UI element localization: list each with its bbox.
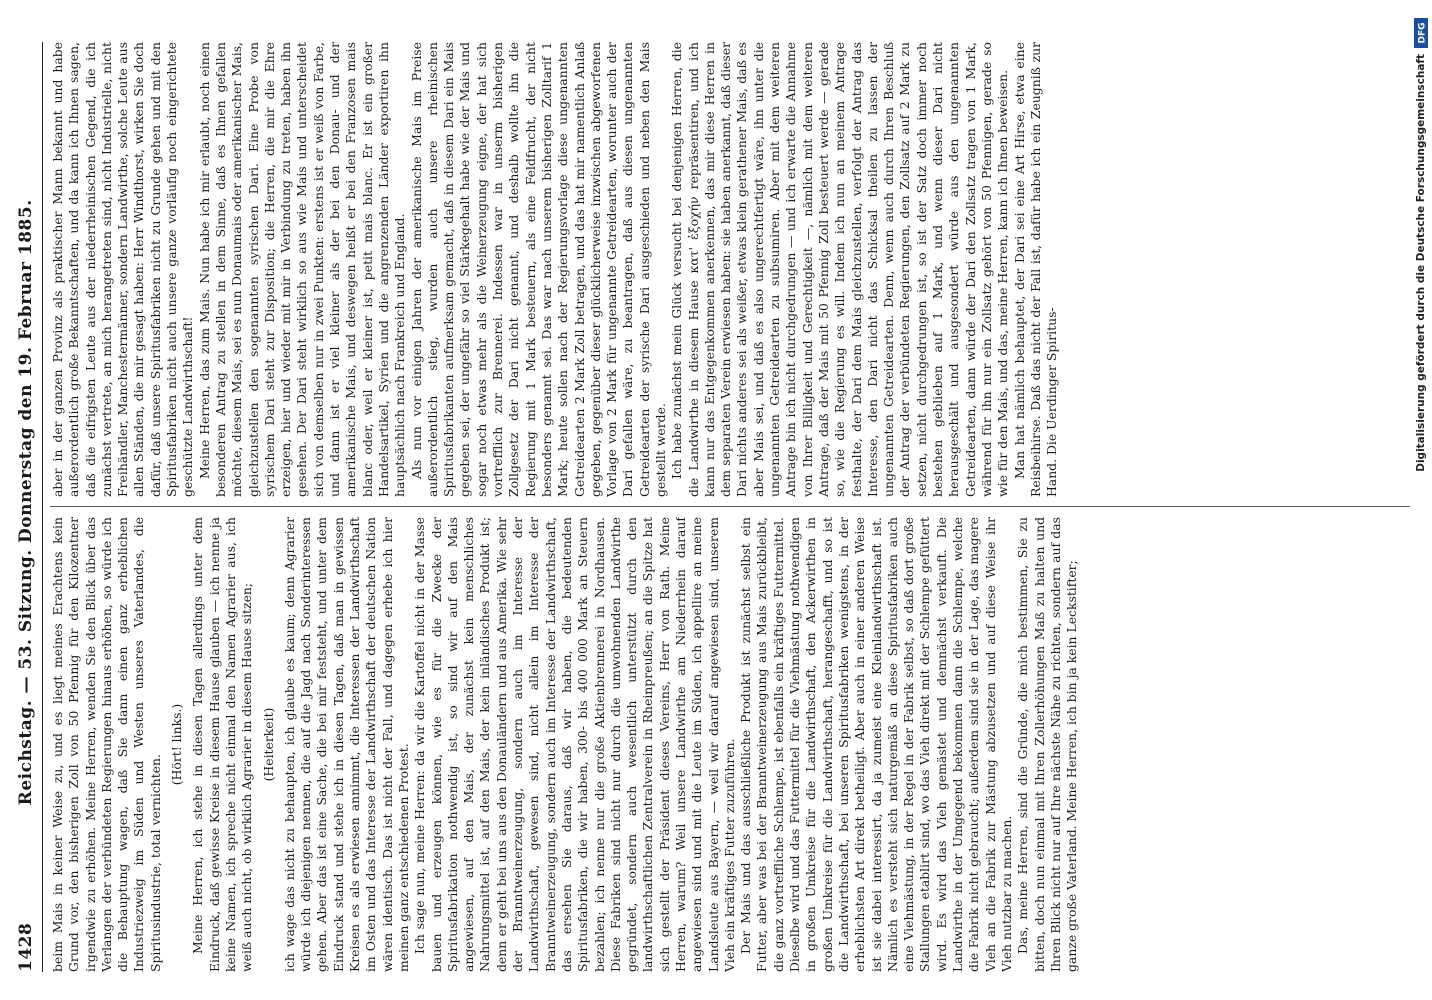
page-header bbox=[12, 42, 40, 972]
page-number: 1428 bbox=[16, 922, 36, 972]
left-column bbox=[50, 517, 1410, 972]
paragraph: Ich habe zunächst mein Glück versucht bei denjenigen Herren, die die Landwirthe in diesem Hause κατ' ἐξοχήν repräsentiren, und ich kann nur das Entgegenkommen anerkennen, das mir diese Herren in dem separaten Verein erwiesen haben: sie haben anerkannt, daß dieser Dari nichts anderes sei als weißer, etwas klein gerathener Mais, daß es aber Mais sei, und daß es also ungerechtfertigt wäre, ihn unter die ungenannten Getreidearten zu subsumiren. Aber mit dem weiteren Antrage bin ich nicht durchgedrungen — und ich erwarte die Annahme von Ihrer Billigkeit und Gerechtigkeit —, nämlich mit dem weiteren Antrage, daß der Mais mit 50 Pfennig Zoll besteuert werde — gerade so, wie die Regierung es will. Indem ich nun an meinem Antrage festhalte, der Dari dem Mais gleichzustellen, verfolgt der Antrag das Interesse, den Dari nicht das Schicksal theilen zu lassen der ungenannten Getreidearten. Denn, wenn auch durch Ihren Beschluß der Antrag der verbündeten Regierungen, den Zollsatz auf 2 Mark zu setzen, nicht durchgedrungen ist, so ist der Satz doch immer noch bestehen geblieben auf 1 Mark, und wenn dieser Dari nicht herausgeschält und ausgesondert würde aus den ungenannten Getreidearten, dann würde der Dari den Zollsatz tragen von 1 Mark, während für ihn nur ein Zollsatz gehört von 50 Pfennigen, gerade so wie für den Mais, und das, meine Herren, kann ich Ihnen beweisen. bbox=[669, 42, 1011, 497]
interjection: (Hört! links.) bbox=[169, 703, 185, 786]
column-divider bbox=[50, 506, 1410, 507]
dfg-logo-icon bbox=[1414, 18, 1428, 48]
paragraph: Der Mais und das ausschließliche Produkt ist zunächst selbst ein Futter, aber was bei der Branntweinerzeugung aus Mais zurückbleibt, die ganz vortreffliche Schlempe, ist ebenfalls ein kräftiges Futtermittel. Dieselbe wird und das Futtermittel für die Viehmästung nothwendigen in großen Umkreise für die Landwirthschaft, den Ackerwirthen in großen Umkreise für die Landwirthschaft, herangeschafft, und so ist die Landwirthschaft, bei unseren Spiritusfabriken wenigstens, in der erheblichsten Art direkt betheiligt. Aber auch in einer anderen Weise ist sie dabei interessirt, da ja zumeist eine Kleinlandwirthschaft ist. Nämlich es versteht sich naturgemäß an diese Spiritusfabriken auch eine Viehmästung, in der Regel in der Fabrik selbst, so daß dort große Stallungen etablirt sind, wo das Vieh direkt mit der Schlempe gefüttert wird. Es wird das Vieh gemästet und demnächst verkauft. Die Landwirthe in der Umgegend bekommen dann die Schlempe, welche die Fabrik nicht gebraucht; außerdem sind sie in der Lage, das magere Vieh an die Fabrik zur Mästung abzusetzen und auf diese Weise ihr Vieh nutzbar zu machen. bbox=[738, 517, 1014, 972]
paragraph: Meine Herren, das zum Mais. Nun habe ich mir erlaubt, noch einen besonderen Antrag zu stellen in dem Sinne, daß es Ihnen gefallen möchte, diesem Mais, sei es nun Donaumais oder amerikanischer Mais, gleichzustellen den sogenannten syrischen Dari. Eine Probe von syrischem Dari steht zur Disposition; die Herren, die mir die Ehre erzeigen, hier und wieder mit mir in Verbindung zu treten, haben ihn gesehen. Der Dari steht wirklich so aus wie Mais und unterscheidet sich von demselben nur in zwei Punkten: erstens ist er weiß von Farbe, und dann ist er viel kleiner als der bei den Donau- und der amerikanische Mais, und deswegen heißt er bei den Franzosen mais blanc oder, weil er kleiner ist, petit mais blanc. Er ist ein großer Handelsartikel, Syrien und die angrenzenden Länder exportiren ihn hauptsächlich nach Frankreich und England. bbox=[196, 42, 408, 497]
paragraph: beim Mais in keiner Weise zu, und es liegt meines Erachtens kein Grund vor, den bisherigen Zoll von 50 Pfennig für den Kilozentner irgendwie zu erhöhen. Meine Herren, wenden Sie den Blick über das Verlangen der verbündeten Regierungen hinaus erhöhen, so würde ich die Behauptung wagen, daß Sie dann einen ganz erheblichen Industriezweig im Süden und Westen unseres Vaterlandes, die Spiritusindustrie, total vernichten. bbox=[50, 517, 163, 972]
running-title: Reichstag. — 53. Sitzung. Donnerstag den 19. Februar 1885. bbox=[16, 199, 36, 806]
interjection: (Heiterkeit) bbox=[260, 707, 276, 782]
digitization-credit bbox=[1412, 0, 1430, 1000]
paragraph: Das, meine Herren, sind die Gründe, die mich bestimmen, Sie zu bitten, doch nun einmal mit Ihren Zollerhöhungen Maß zu halten und Ihren Blick nicht nur auf Ihre nächste Nähe zu richten, sondern auf das ganze große Vaterland. Meine Herren, ich bin ja kein Leckstifter; bbox=[1015, 517, 1080, 972]
paragraph: ich wage das nicht zu behaupten, ich glaube es kaum; denn Agrarier würde ich diejenigen nennen, die auf die Jagd nach Sonderinteressen gehen. Aber das ist eine Sache, die bei mir feststeht, und unter dem Eindruck stand und stehe ich in diesen Tagen, daß man in gewissen Kreisen es als erwiesen annimmt, die Interessen der Landwirthschaft im Osten und das Interesse der Landwirthschaft der deutschen Nation wären identisch. Das ist nicht der Fall, und dagegen erhebe ich hier meinen ganz entschiedenen Protest. bbox=[281, 517, 411, 972]
header-rule bbox=[42, 42, 43, 972]
right-column bbox=[50, 42, 1410, 497]
paragraph: Ich sage nun, meine Herren: da wir die Kartoffel nicht in der Masse bauen und erzeugen können, wie es für die Zwecke der Spiritusfabrikation nothwendig ist, so sind wir auf den Mais angewiesen, auf den Mais, der zunächst kein menschliches Nahrungsmittel ist, auf den Mais, der kein inländisches Produkt ist; denn er geht bei uns aus den Donauländern und aus Amerika. Wie sehr der Branntweinerzeugung, sondern auch im Interesse der Landwirthschaft, gewesen sind, nicht allein im Interesse der Branntweinerzeugung, sondern auch im Interesse der Landwirthschaft, das ersehen Sie daraus, daß wir haben, die bedeutenden Spiritusfabriken, die wir haben, 300- bis 400 000 Mark an Steuern bezahlen; ich nenne nur die große Aktienbrennerei in Nordhausen. Diese Fabriken sind nicht nur durch die umwohnenden Landwirthe gegründet, sondern auch wesentlich unterstützt durch den landwirthschaftlichen Zentralverein in Rheinpreußen; an die Spitze hat sich gestellt der Präsident dieses Vereins, Herr von Rath. Meine Herren, warum? Weil unsere Landwirthe am Niederrhein darauf angewiesen sind und mit die Leute im Süden, ich appellire an meine Landsleute aus Bayern, — weil wir darauf angewiesen sind, unserem Vieh ein kräftiges Futter zuzuführen. bbox=[412, 517, 737, 972]
credit-text: Digitalisierung gefördert durch die Deutsche Forschungsgemeinschaft bbox=[1415, 54, 1427, 472]
paragraph: Meine Herren, ich stehe in diesen Tagen allerdings unter dem Eindruck, daß gewisse Kreise in diesem Hause glauben — ich nenne ja keine Namen, ich spreche nicht einmal den Namen Agrarier aus, ich weiß auch nicht, ob wirklich Agrarier in diesem Hause sitzen; bbox=[190, 517, 255, 972]
paragraph: Man hat nämlich behauptet, der Dari sei eine Art Hirse, etwa eine Reisbeihirse. Daß das nicht der Fall ist, dafür habe ich ein Zeugniß zur Hand. Die Uerdinger Spiritus- bbox=[1011, 42, 1060, 497]
paragraph: aber in der ganzen Provinz als praktischer Mann bekannt und habe außerordentlich große Bekanntschaften, und da kann ich Ihnen sagen, daß die eifrigsten Leute aus der niederrheinischen Gegend, die ich zunächst vertrete, an mich herangetreten sind, nicht Industrielle, nicht Freihändler, Manchestermänner, sondern Landwirthe, solche Leute aus allen Ständen, die mir gesagt haben: Herr Windthorst, wirken Sie doch dafür, daß unsere Spiritusfabriken nicht zu Grunde gehen und mit den Spiritusfabriken nicht auch unsere ganze vorläufig noch eingerichtete geschützte Landwirthschaft! bbox=[50, 42, 196, 497]
paragraph: Als nun vor einigen Jahren der amerikanische Mais im Preise außerordentlich stieg, wurden auch unsere rheinischen Spiritusfabrikanten aufmerksam gemacht, daß in diesem Dari ein Mais gegeben sei, der ungefähr so viel Stärkegehalt habe wie der Mais und sogar noch etwas mehr als die Weinerzeugung eigne, der hat sich vortrefflich zur Brennerei. Indessen war in unserm bisherigen Zollgesetz der Dari nicht genannt, und deshalb wollte ihn die Regierung mit 1 Mark besteuern, als eine Feldfrucht, der nicht besonders genannt sei. Das war nach unserem bisherigen Zolltarif 1 Mark; heute sollen nach der Regierungsvorlage diese ungenannten Getreidearten 2 Mark Zoll betragen, und das hat mir namentlich Anlaß gegeben, gegenüber dieser glücklicherweise inzwischen abgeworfenen Vorlage von 2 Mark für ungenannte Getreidearten, worunter auch der Dari gefallen wäre, zu beantragen, daß aus diesen ungenannten Getreidearten der syrische Dari ausgeschieden und neben den Mais gestellt werde. bbox=[408, 42, 668, 497]
dfg-logo-text: DFG bbox=[1417, 22, 1428, 44]
